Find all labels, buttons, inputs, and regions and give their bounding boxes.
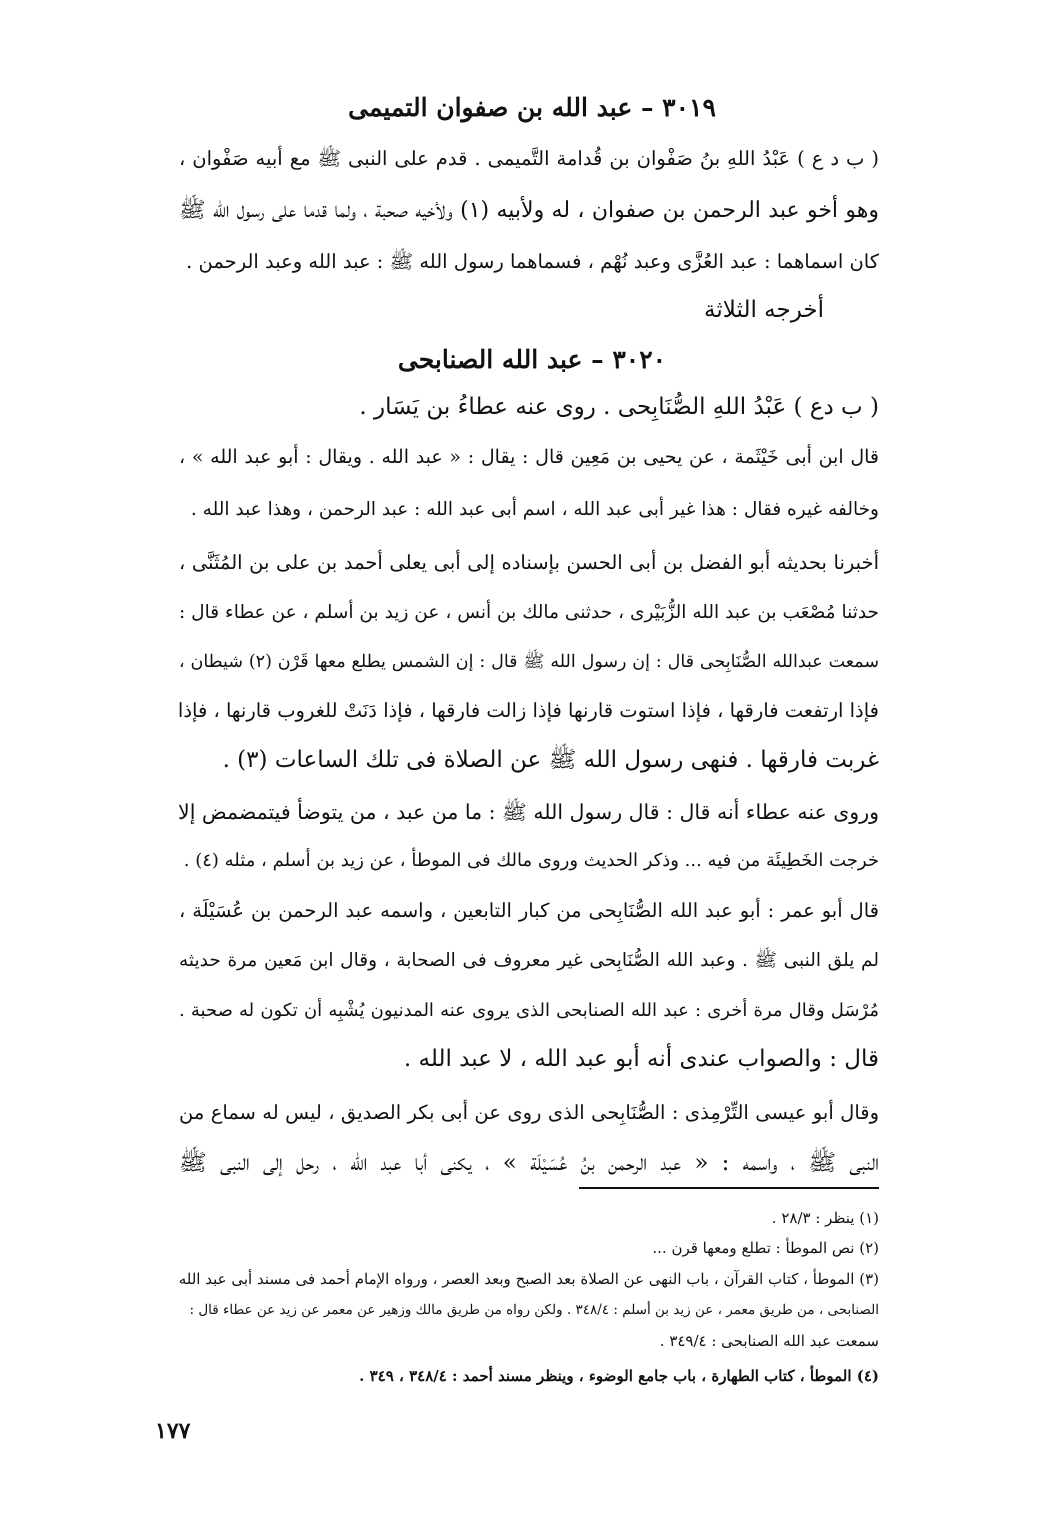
text-line: وهو أخو عبد الرحمن بن صفوان ، له ولأبيه (١) ولأخيه صحبة ، ولما قدما على رسول الله ﷺ [179,198,879,223]
text-line: مُرْسَل وقال مرة أخرى : عبد الله الصنابحى الذى يروى عنه المدنيون يُشْبِه أن تكون له صحبة . [179,1000,879,1021]
text-line: ( ب د ع ) عَبْدُ اللهِ بنُ صَفْوان بن قُدامة التَّميمى . قدم على النبى ﷺ مع أبيه صَفْوان ، [179,147,879,170]
text-line: سمعت عبدالله الصُّنَابِحى قال : إن رسول الله ﷺ قال : إن الشمس يطلع معها قَرْن (٢) شيطان ، [179,652,879,672]
text-line: غربت فارقها . فنهى رسول الله ﷺ عن الصلاة فى تلك الساعات (٣) . [222,747,879,773]
footnote: (٢) نص الموطأ : تطلع ومعها قرن ... [652,1239,879,1257]
text-line: وخالفه غيره فقال : هذا غير أبى عبد الله ، اسم أبى عبد الله : عبد الرحمن ، وهذا عبد الله . [190,499,879,520]
text-line: وقال أبو عيسى التِّرْمِذى : الصُّنَابِحى الذى روى عن أبى بكر الصديق ، ليس له سماع من [179,1101,879,1124]
text-line: ( ب دع ) عَبْدُ اللهِ الصُّنَابِحى . روى عنه عطاءُ بن يَسَار . [359,394,879,420]
footnote: الصنابحى ، من طريق معمر ، عن زيد بن أسلم : ٣٤٨/٤ . ولكن رواه من طريق مالك وزهير عن معمر عن زيد عن عطاء قال : [189,1302,879,1318]
entry-heading-3019: ٣٠١٩ – عبد الله بن صفوان التميمى [348,93,716,122]
entry-heading-3020: ٣٠٢٠ – عبد الله الصنابحى [397,345,667,374]
footnote: (٤) الموطأ ، كتاب الطهارة ، باب جامع الوضوء ، وينظر مسند أحمد : ٣٤٨/٤ ، ٣٤٩ . [359,1367,879,1385]
footnote: سمعت عبد الله الصنابحى : ٣٤٩/٤ . [659,1332,879,1350]
footnote: (٣) الموطأ ، كتاب القرآن ، باب النهى عن الصلاة بعد الصبح وبعد العصر ، ورواه الإمام أحمد فى مسند أبى عبد الله [178,1270,879,1288]
footnote-separator [579,1187,879,1189]
text-line: قال : والصواب عندى أنه أبو عبد الله ، لا عبد الله . [403,1046,879,1072]
text-line: لم يلق النبى ﷺ . وعبد الله الصُّنَابِحى غير معروف فى الصحابة ، وقال ابن مَعين مرة حديثه [179,950,879,971]
text-line: أخبرنا بحديثه أبو الفضل بن أبى الحسن بإسناده إلى أبى يعلى أحمد بن على بن المُثَنَّى ، [179,551,879,574]
text-line: كان اسماهما : عبد العُزَّى وعبد نُهْم ، فسماهما رسول الله ﷺ : عبد الله وعبد الرحمن . [186,250,879,273]
text-line: خرجت الخَطِيئَة من فيه ... وذكر الحديث وروى مالك فى الموطأ ، عن زيد بن أسلم ، مثله (٤) . [183,850,879,871]
text-line: أخرجه الثلاثة [704,297,824,323]
page-number: ١٧٧ [155,1418,191,1444]
text-line: وروى عنه عطاء أنه قال : قال رسول الله ﷺ : ما من عبد ، من يتوضأ فيتمضمض إلا [178,800,879,824]
text-line: النبى ﷺ ، واسمه : « عبد الرحمن بنُ عُسَيْلَة » ، يكنى أبا عبد الله ، رحل إلى النبى ﷺ [179,1150,879,1176]
footnote: (١) ينظر : ٢٨/٣ . [771,1209,879,1227]
text-line: فإذا ارتفعت فارقها ، فإذا استوت قارنها فإذا زالت فارقها ، فإذا دَنَتْ للغروب قارنها ، فإذا [177,699,879,722]
text-line: حدثنا مُصْعَب بن عبد الله الزُّبَيْرى ، حدثنى مالك بن أنس ، عن زيد بن أسلم ، عن عطاء قال : [179,602,879,623]
text-line: قال أبو عمر : أبو عبد الله الصُّنَابِحى من كبار التابعين ، واسمه عبد الرحمن بن عُسَيْلَة ، [179,899,879,922]
text-line: قال ابن أبى خَيْثَمة ، عن يحيى بن مَعِين قال : يقال : « عبد الله . ويقال : أبو عبد الله » ، [179,446,879,468]
